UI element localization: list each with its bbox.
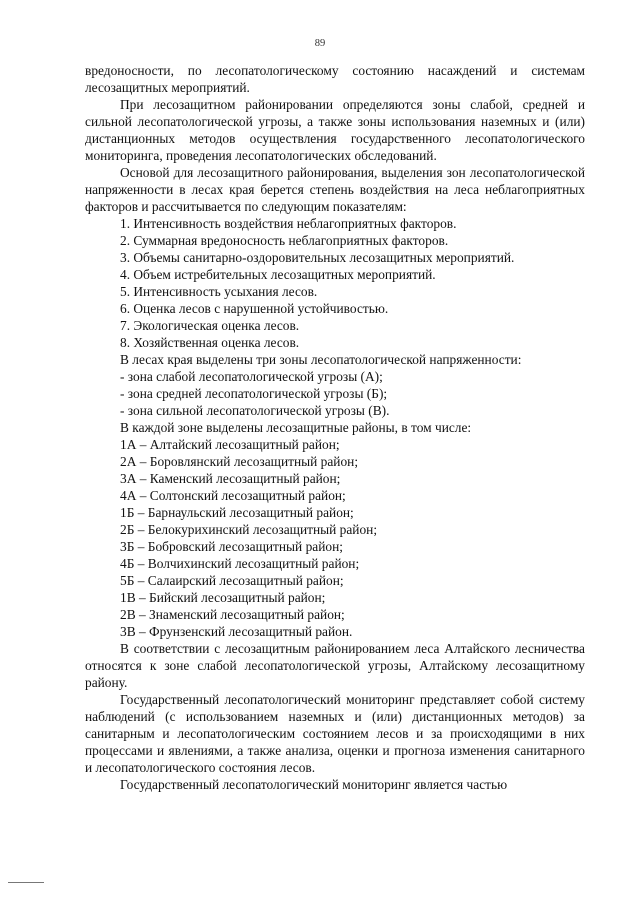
zone-item: - зона слабой лесопатологической угрозы (А); [120,369,383,384]
indicator-item: 2. Суммарная вредоносность неблагоприятных факторов. [120,233,449,248]
indicator-item: 5. Интенсивность усыхания лесов. [120,284,318,299]
district-item: 3В – Фрунзенский лесозащитный район. [120,624,353,639]
district-item: 4А – Солтонский лесозащитный район; [120,488,346,503]
paragraph-5: В каждой зоне выделены лесозащитные районы, в том числе: [120,420,472,435]
indicator-item: 1. Интенсивность воздействия неблагоприятных факторов. [120,216,457,231]
page-body [85,62,585,793]
district-item: 3А – Каменский лесозащитный район; [120,471,341,486]
zone-item: - зона средней лесопатологической угрозы (Б); [120,386,388,401]
district-item: 2Б – Белокурихинский лесозащитный район; [120,522,378,537]
page-number: 89 [314,38,326,49]
paragraph-7: Государственный лесопатологический мониторинг представляет собой систему наблюдений (с использованием наземных и (или) дистанционных методов) за санитарным и лесопатологическим состоянием лесов и за происходящими в них процессами и явлениями, а также анализа, оценки и прогноза изменения санитарного и лесопатологического состояния лесов. [85,692,585,775]
indicator-item: 8. Хозяйственная оценка лесов. [120,335,300,350]
district-list [85,436,585,640]
zone-list [85,368,585,419]
district-item: 1В – Бийский лесозащитный район; [120,590,326,605]
district-item: 2А – Боровлянский лесозащитный район; [120,454,359,469]
paragraph-2: При лесозащитном районировании определяются зоны слабой, средней и сильной лесопатологической угрозы, а также зоны использования наземных и (или) дистанционных методов осуществления государственного лесопатологического мониторинга, проведения лесопатологических обследований. [85,97,585,163]
district-item: 1Б – Барнаульский лесозащитный район; [120,505,354,520]
district-item: 2В – Знаменский лесозащитный район; [120,607,345,622]
indicator-item: 3. Объемы санитарно-оздоровительных лесозащитных мероприятий. [120,250,515,265]
paragraph-1: вредоносности, по лесопатологическому состоянию насаждений и системам лесозащитных мероприятий. [85,63,585,95]
paragraph-3: Основой для лесозащитного районирования, выделения зон лесопатологической напряженности в лесах края берется степень воздействия на леса неблагоприятных факторов и рассчитывается по следующим показателям: [85,165,585,214]
district-item: 1А – Алтайский лесозащитный район; [120,437,340,452]
indicator-item: 7. Экологическая оценка лесов. [120,318,300,333]
district-item: 5Б – Салаирский лесозащитный район; [120,573,344,588]
district-item: 3Б – Бобровский лесозащитный район; [120,539,343,554]
paragraph-4: В лесах края выделены три зоны лесопатологической напряженности: [120,352,522,367]
indicator-item: 4. Объем истребительных лесозащитных мероприятий. [120,267,436,282]
paragraph-8: Государственный лесопатологический мониторинг является частью [120,777,508,792]
district-item: 4Б – Волчихинский лесозащитный район; [120,556,360,571]
footer-rule [8,882,44,883]
zone-item: - зона сильной лесопатологической угрозы (В). [120,403,390,418]
indicator-item: 6. Оценка лесов с нарушенной устойчивостью. [120,301,389,316]
paragraph-6: В соответствии с лесозащитным районированием леса Алтайского лесничества относятся к зоне слабой лесопатологической угрозы, Алтайскому лесозащитному району. [85,641,585,690]
indicator-list [85,215,585,351]
